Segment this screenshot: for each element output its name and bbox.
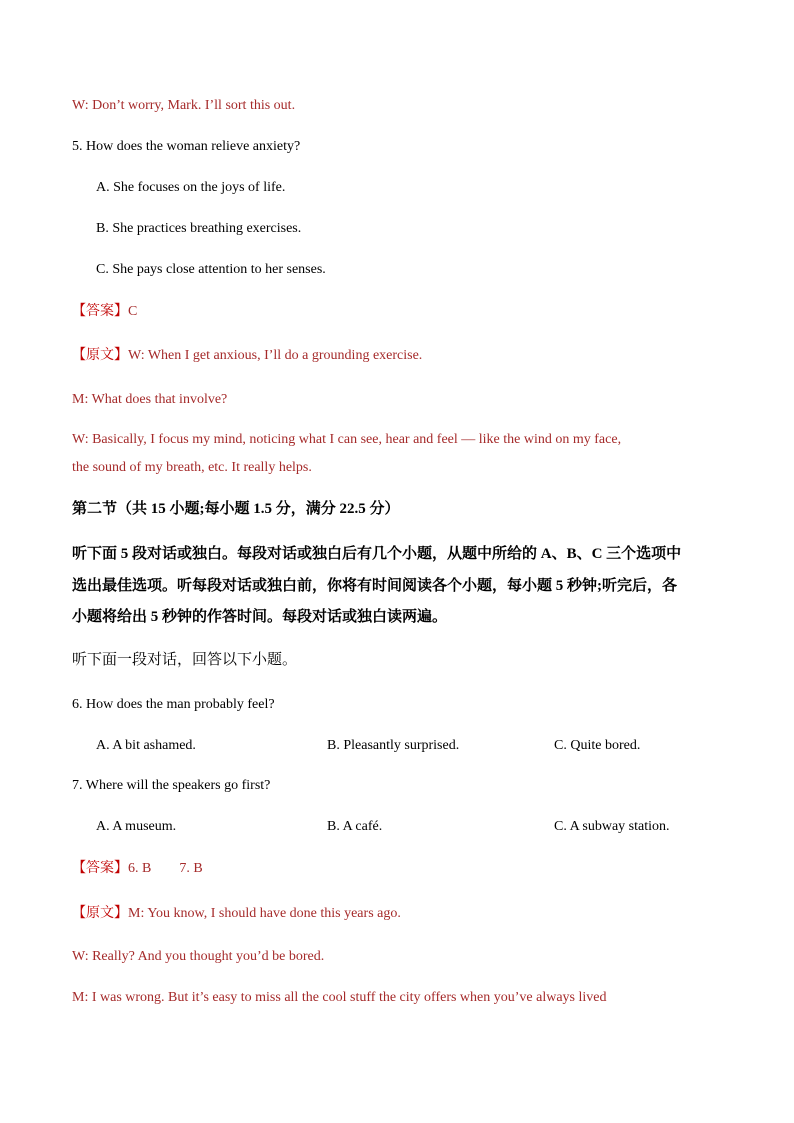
q7-option-a: A. A museum. <box>96 819 177 834</box>
answer-label: 【答案】 <box>72 861 128 876</box>
answer-value: 6. B 7. B <box>128 861 203 876</box>
q5-option-c: C. She pays close attention to her senses. <box>96 262 326 277</box>
instruction-line: 小题将给出 5 秒钟的作答时间。每段对话或独白读两遍。 <box>72 609 448 625</box>
q7-option-b: B. A café. <box>327 819 383 834</box>
q6-option-c: C. Quite bored. <box>554 738 641 753</box>
q5-option-a: A. She focuses on the joys of life. <box>96 180 286 195</box>
section-heading: 第二节（共 15 小题;每小题 1.5 分，满分 22.5 分） <box>72 501 400 517</box>
q67-transcript <box>72 904 401 924</box>
instruction-line: 听下面 5 段对话或独白。每段对话或独白后有几个小题，从题中所给的 A、B、C 三个选项中 <box>72 546 682 562</box>
instruction-line: 选出最佳选项。听每段对话或独白前，你将有时间阅读各个小题，每小题 5 秒钟;听完后，各 <box>72 578 677 594</box>
q5-transcript <box>72 346 422 366</box>
q5-option-b: B. She practices breathing exercises. <box>96 221 302 236</box>
question-7: 7. Where will the speakers go first? <box>72 778 271 793</box>
transcript-line: W: Really? And you thought you’d be bored. <box>72 949 325 964</box>
question-5: 5. How does the woman relieve anxiety? <box>72 139 301 154</box>
q5-answer <box>72 302 137 322</box>
transcript-line: W: When I get anxious, I’ll do a grounding exercise. <box>128 348 423 363</box>
answer-value: C <box>128 304 138 319</box>
answer-label: 【答案】 <box>72 304 128 319</box>
transcript-line: M: What does that involve? <box>72 392 228 407</box>
transcript-label: 【原文】 <box>72 348 128 363</box>
q6-option-a: A. A bit ashamed. <box>96 738 196 753</box>
transcript-line: W: Don’t worry, Mark. I’ll sort this out. <box>72 98 296 113</box>
question-6: 6. How does the man probably feel? <box>72 697 275 712</box>
listening-prompt: 听下面一段对话，回答以下小题。 <box>72 652 298 668</box>
q7-option-c: C. A subway station. <box>554 819 670 834</box>
transcript-line: W: Basically, I focus my mind, noticing what I can see, hear and feel — like the wind on my face, <box>72 432 622 447</box>
transcript-line: M: I was wrong. But it’s easy to miss all the cool stuff the city offers when you’ve always lived <box>72 990 607 1005</box>
q6-option-b: B. Pleasantly surprised. <box>327 738 460 753</box>
transcript-label: 【原文】 <box>72 906 128 921</box>
transcript-line: M: You know, I should have done this years ago. <box>128 906 401 921</box>
transcript-line: the sound of my breath, etc. It really helps. <box>72 460 312 475</box>
q67-answer <box>72 859 203 879</box>
